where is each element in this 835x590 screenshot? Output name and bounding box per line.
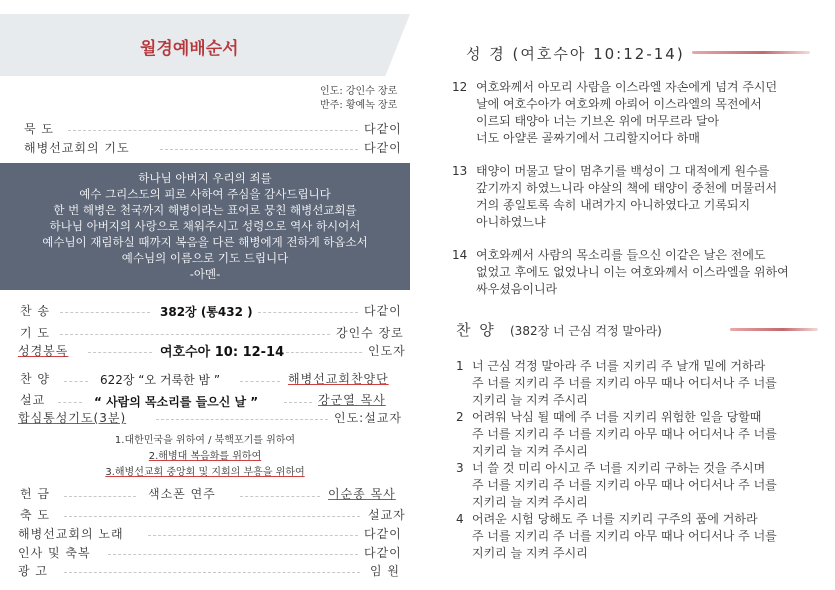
divider [240, 496, 320, 497]
pianist-label: 반주: 황예녹 장로 [320, 100, 398, 111]
offering-value: 이순종 목사 [328, 487, 396, 501]
page-title: 월경예배순서 [140, 39, 239, 59]
hymn-line: 주 너를 지키리 주 너를 지키리 아무 때나 어디서나 주 너를 [472, 427, 777, 441]
verse-line: 거의 종일토록 속히 내려가지 아니하였다고 기록되지 [476, 198, 751, 212]
scripture-title: 성 경 (여호수아 10:12-14) [466, 45, 685, 63]
verse-line: 날에 여호수아가 여호와께 아뢰어 이스라엘의 목전에서 [476, 97, 762, 111]
sermon-label: 설교 [20, 393, 46, 407]
hymn-title: 찬 양 [456, 321, 496, 339]
choir-hymn: 622장 “오 거룩한 밤 ” [100, 373, 221, 387]
hymn-line: 지키리 늘 지켜 주시리 [472, 393, 588, 407]
title-accent-bar [730, 328, 818, 331]
offering-label: 헌 금 [20, 487, 50, 501]
silent-prayer-value: 다같이 [364, 122, 402, 136]
divider [64, 381, 88, 382]
choir-label: 찬 양 [20, 372, 50, 386]
notice-value: 임 원 [370, 564, 400, 578]
prayer-item: 1.대한민국을 위하여 / 북핵포기를 위하여 [114, 435, 296, 446]
joint-prayer-label: 합심통성기도(3분) [18, 411, 127, 425]
verse-number: 14 [452, 248, 468, 262]
marine-song-label: 해병선교회의 노래 [18, 527, 124, 541]
sermon-title: “ 사람의 목소리를 들으신 날 ” [94, 395, 259, 409]
hymn-verse-number: 2 [456, 410, 464, 424]
hymn-subtitle: (382장 너 근심 걱정 말아라) [510, 324, 662, 338]
praise-hymn: 382장 (통432 ) [160, 305, 253, 319]
divider [284, 402, 312, 403]
divider [108, 554, 358, 555]
divider [64, 516, 360, 517]
divider [64, 496, 136, 497]
marine-prayer-label: 해병선교회의 기도 [24, 141, 130, 155]
divider [64, 572, 360, 573]
prayer-line: 하나님 아버지의 사랑으로 채워주시고 성령으로 역사 하시어서 [49, 219, 361, 233]
prayer-item: 3.해병선교회 중앙회 및 지회의 부흥을 위하여 [105, 467, 305, 478]
divider [286, 352, 362, 353]
choir-value: 해병선교회찬양단 [288, 372, 389, 386]
verse-line: 없었고 후에도 없었나니 이는 여호와께서 이스라엘을 위하여 [476, 265, 789, 279]
hymn-line: 어려운 시험 당해도 주 너를 지키리 구주의 품에 거하라 [472, 512, 758, 526]
divider [156, 419, 328, 420]
prayer-item: 2.해병대 복음화를 위하여 [148, 451, 262, 462]
sermon-value: 강군열 목사 [318, 393, 386, 407]
divider [60, 334, 330, 335]
hymn-line: 지키리 늘 지켜 주시리 [472, 444, 588, 458]
benediction-value: 설교자 [368, 508, 406, 522]
hymn-line: 지키리 늘 지켜 주시리 [472, 546, 588, 560]
hymn-line: 너 쓸 것 미리 아시고 주 너를 지키리 구하는 것을 주시며 [472, 461, 766, 475]
prayer-line: 예수님이 재림하실 때까지 복음을 다른 해병에게 전하게 하옵소서 [42, 235, 368, 249]
divider [258, 312, 358, 313]
prayer-line: 예수 그리스도의 피로 사하여 주심을 감사드립니다 [79, 187, 331, 201]
reading-passage: 여호수아 10: 12-14 [160, 345, 285, 360]
silent-prayer-label: 묵 도 [24, 122, 54, 136]
hymn-line: 어려워 낙심 될 때에 주 너를 지키리 위험한 일을 당할때 [472, 410, 762, 424]
verse-line: 갚기까지 하였느니라 야살의 책에 태양이 중천에 머물러서 [476, 181, 778, 195]
divider [240, 381, 280, 382]
divider [88, 352, 152, 353]
verse-line: 싸우셨음이니라 [476, 282, 558, 296]
hymn-line: 지키리 늘 지켜 주시리 [472, 495, 588, 509]
prayer-line: 예수님의 이름으로 기도 드립니다 [121, 251, 289, 265]
benediction-label: 축 도 [20, 508, 50, 522]
hymn-line: 주 너를 지키리 주 너를 지키리 아무 때나 어디서나 주 너를 [472, 376, 777, 390]
hymn-verse-number: 1 [456, 359, 464, 373]
prayer-line: 한 번 해병은 천국까지 해병이라는 표어로 뭉친 해병선교회를 [53, 203, 357, 217]
verse-line: 태양이 머물고 달이 멈추기를 백성이 그 대적에게 원수를 [476, 164, 770, 178]
verse-line: 여호와께서 아모리 사람을 이스라엘 자손에게 넘겨 주시던 [476, 80, 778, 94]
hymn-verse-number: 3 [456, 461, 464, 475]
hymn-line: 주 너를 지키리 주 너를 지키리 아무 때나 어디서나 주 너를 [472, 529, 777, 543]
verse-line: 이르되 태양아 너는 기브온 위에 머무르라 달아 [476, 114, 720, 128]
divider [160, 149, 358, 150]
greeting-label: 인사 및 축복 [18, 546, 91, 560]
prayer-line: -아멘- [189, 267, 221, 281]
prayer-value: 강인수 장로 [336, 326, 404, 340]
verse-line: 너도 아얄론 골짜기에서 그리할지어다 하매 [476, 131, 700, 145]
greeting-value: 다같이 [364, 546, 402, 560]
notice-label: 광 고 [18, 564, 48, 578]
verse-number: 12 [452, 80, 468, 94]
prayer-label: 기 도 [20, 326, 50, 340]
offering-performance: 색소폰 연주 [148, 487, 216, 501]
marine-prayer-value: 다같이 [364, 141, 402, 155]
hymn-line: 주 너를 지키리 주 너를 지키리 아무 때나 어디서나 주 너를 [472, 478, 777, 492]
title-accent-bar [692, 51, 810, 54]
reading-value: 인도자 [368, 344, 406, 358]
hymn-verse-number: 4 [456, 512, 464, 526]
joint-prayer-value: 인도:설교자 [334, 411, 403, 425]
praise-label: 찬 송 [20, 304, 50, 318]
marine-song-value: 다같이 [364, 527, 402, 541]
verse-number: 13 [452, 164, 468, 178]
divider [68, 130, 358, 131]
divider [148, 535, 358, 536]
reading-label: 성경봉독 [18, 344, 69, 358]
praise-value: 다같이 [364, 304, 402, 318]
divider [60, 312, 150, 313]
hymn-line: 너 근심 걱정 말아라 주 너를 지키리 주 날개 밑에 거하라 [472, 359, 766, 373]
leader-label: 인도: 강인수 장로 [320, 86, 398, 97]
divider [58, 402, 82, 403]
verse-line: 여호와께서 사람의 목소리를 들으신 이같은 날은 전에도 [476, 248, 766, 262]
verse-line: 아니하였느냐 [476, 215, 546, 229]
prayer-line: 하나님 아버지 우리의 죄를 [138, 171, 272, 185]
